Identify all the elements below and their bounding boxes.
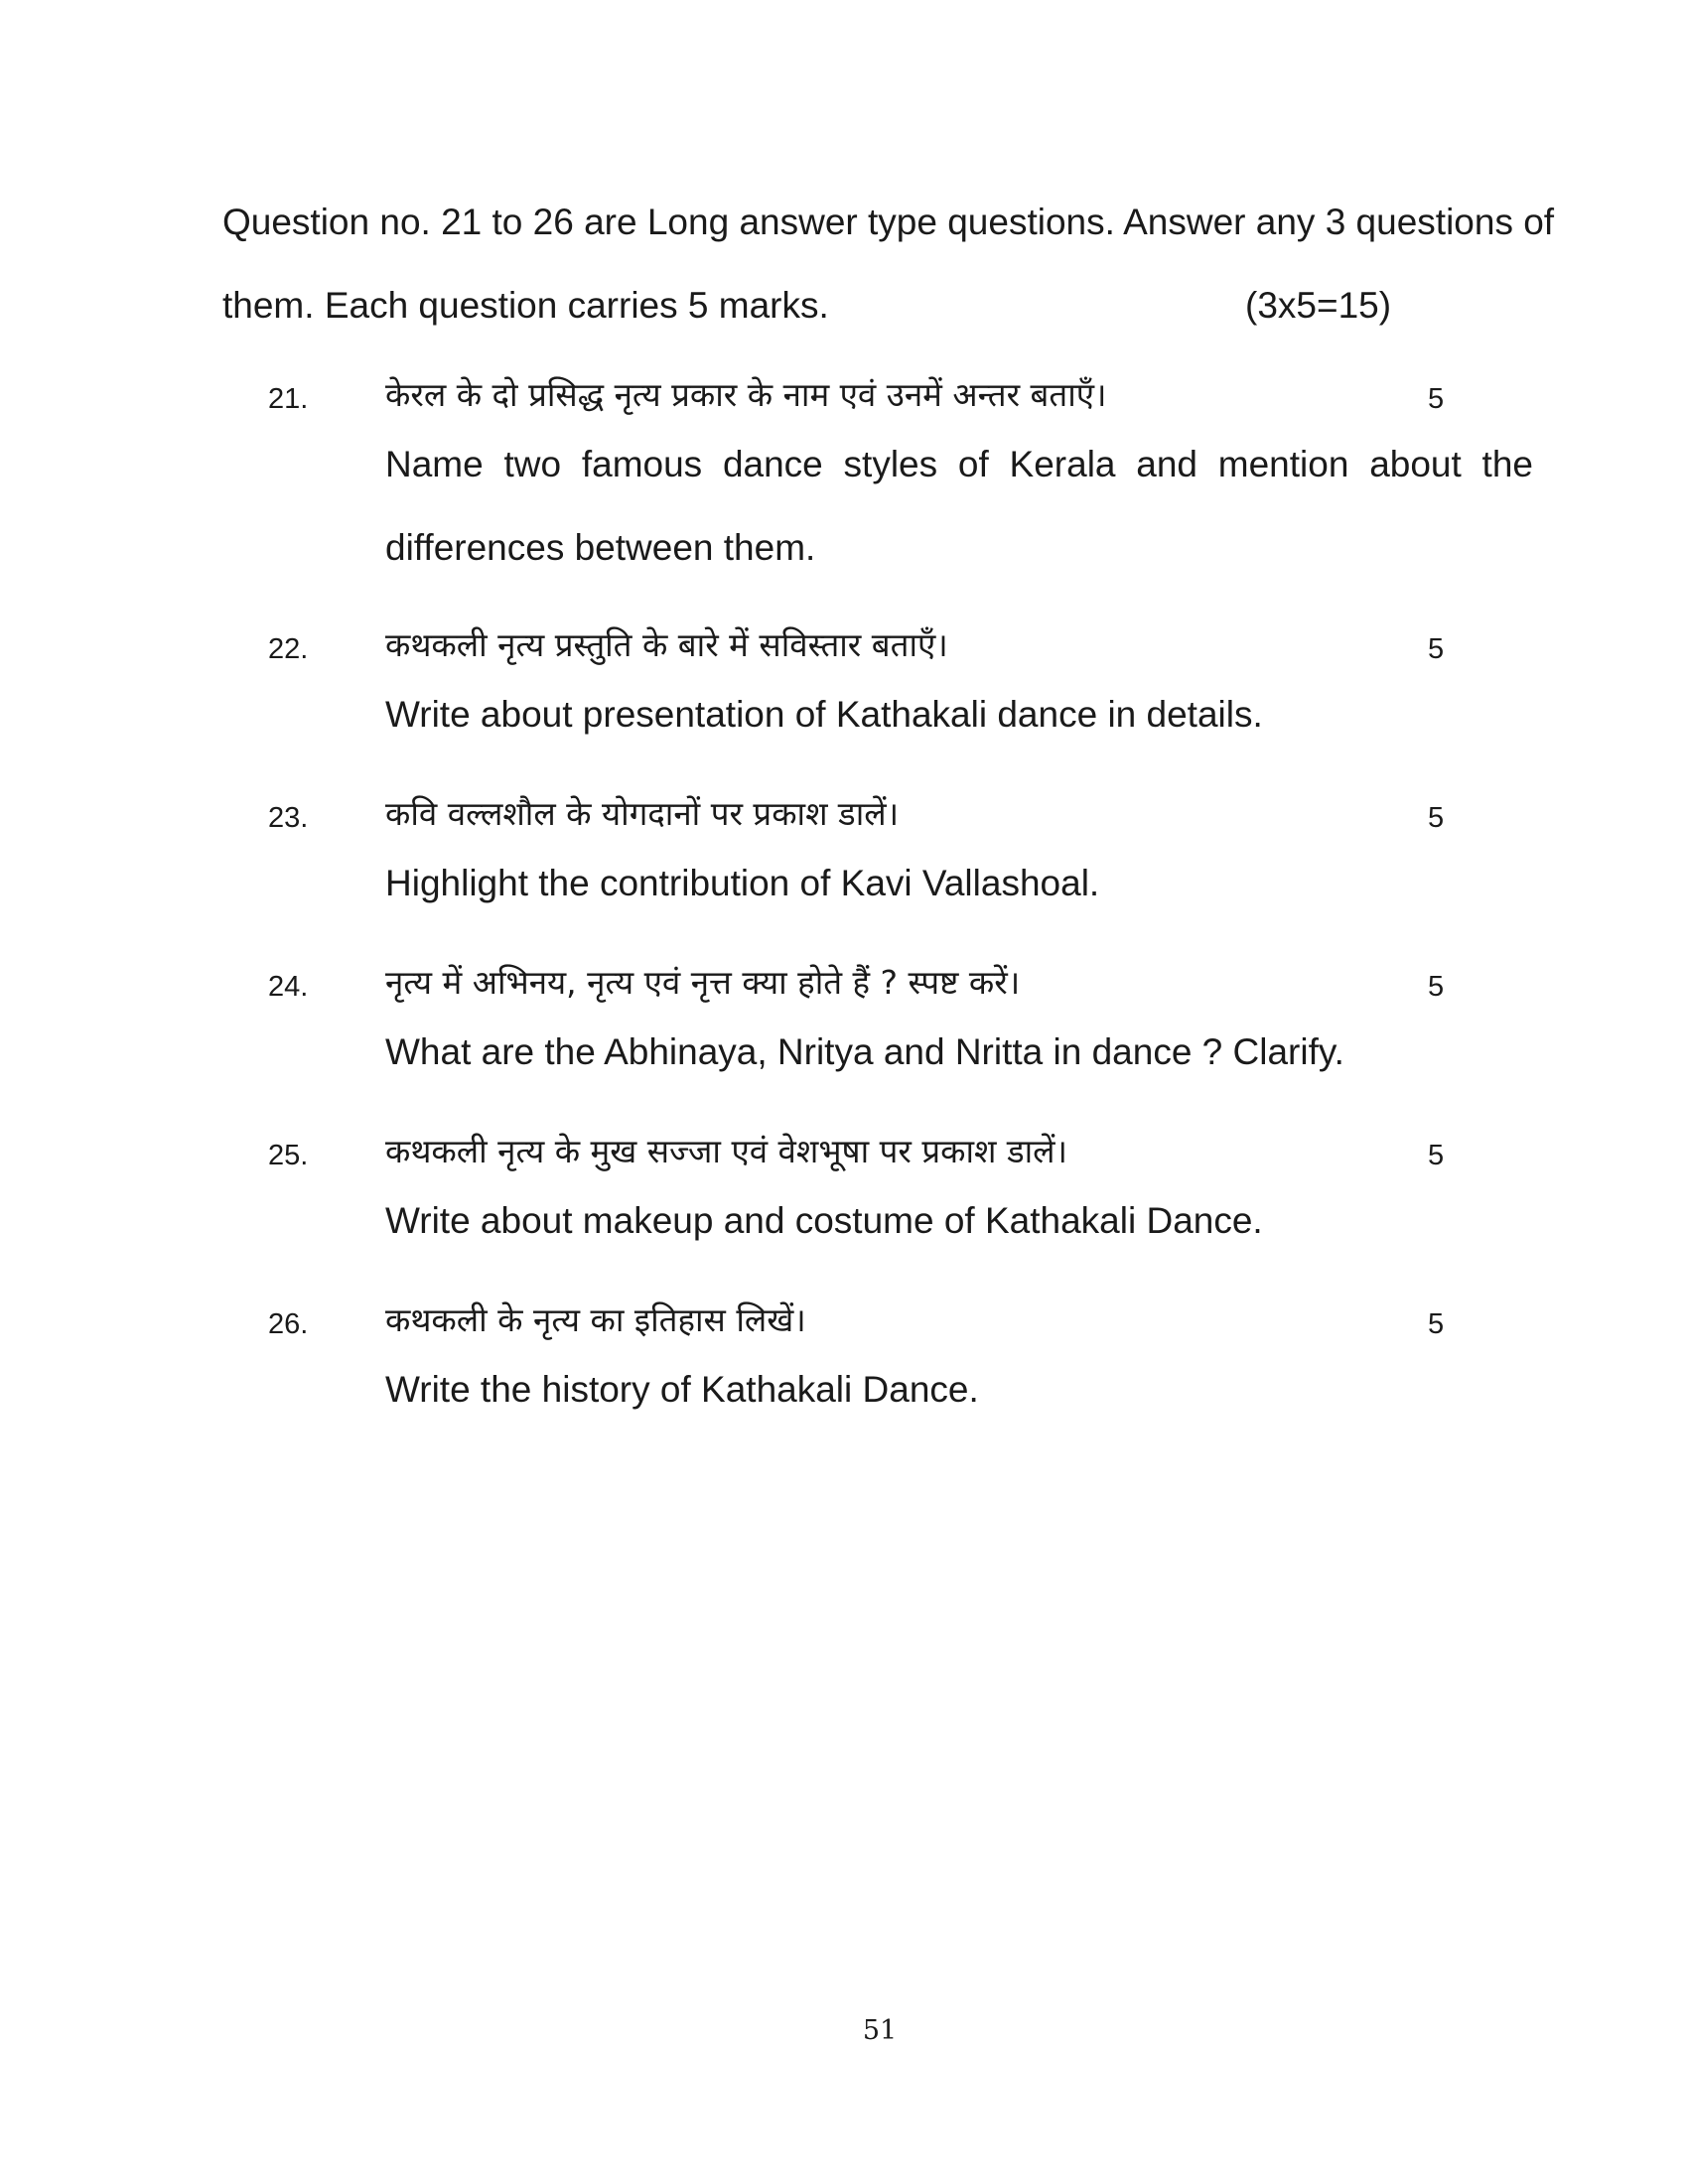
question-number: 24. (268, 971, 309, 1003)
question-text-english: Write the history of Kathakali Dance. (385, 1369, 979, 1410)
section-instructions (222, 181, 1555, 347)
question-number: 25. (268, 1140, 309, 1171)
page-number: 51 (862, 2015, 898, 2046)
instruction-line-1: Question no. 21 to 26 are Long answer type questions. Answer any 3 questions of (222, 202, 1555, 242)
question-marks: 5 (1428, 383, 1445, 415)
question-text-english: Write about makeup and costume of Kathakali Dance. (385, 1200, 1263, 1241)
question-marks: 5 (1428, 971, 1445, 1003)
instruction-line-2-text: them. Each question carries 5 marks. (222, 285, 829, 326)
instruction-line-2 (222, 264, 1533, 347)
question-number: 26. (268, 1308, 309, 1340)
question-text-english: Name two famous dance styles of Kerala and mention about the differences between them. (385, 444, 1533, 568)
section-marks: (3x5=15) (1245, 285, 1392, 326)
question-text-english: Highlight the contribution of Kavi Vallashoal. (385, 863, 1100, 903)
question-text-english: Write about presentation of Kathakali dance in details. (385, 694, 1263, 735)
question-text-hindi: कथकली के नृत्य का इतिहास लिखें। (385, 1300, 806, 1339)
question-marks: 5 (1428, 802, 1445, 834)
question-number: 22. (268, 633, 309, 665)
question-text-hindi: नृत्य में अभिनय, नृत्य एवं नृत्त क्या होते हैं ? स्पष्ट करें। (385, 963, 1021, 1002)
question-marks: 5 (1428, 1308, 1445, 1340)
question-text-hindi: कथकली नृत्य के मुख सज्जा एवं वेशभूषा पर प्रकाश डालें। (385, 1132, 1068, 1170)
question-number: 21. (268, 383, 309, 415)
question-marks: 5 (1428, 633, 1445, 665)
question-text-hindi: कथकली नृत्य प्रस्तुति के बारे में सविस्तार बताएँ। (385, 625, 948, 664)
question-marks: 5 (1428, 1140, 1445, 1171)
question-text-hindi: कवि वल्लशौल के योगदानों पर प्रकाश डालें। (385, 794, 900, 833)
question-number: 23. (268, 802, 309, 834)
question-text-english: What are the Abhinaya, Nritya and Nritta in dance ? Clarify. (385, 1031, 1344, 1072)
question-text-hindi: केरल के दो प्रसिद्ध नृत्य प्रकार के नाम एवं उनमें अन्तर बताएँ। (385, 375, 1107, 414)
